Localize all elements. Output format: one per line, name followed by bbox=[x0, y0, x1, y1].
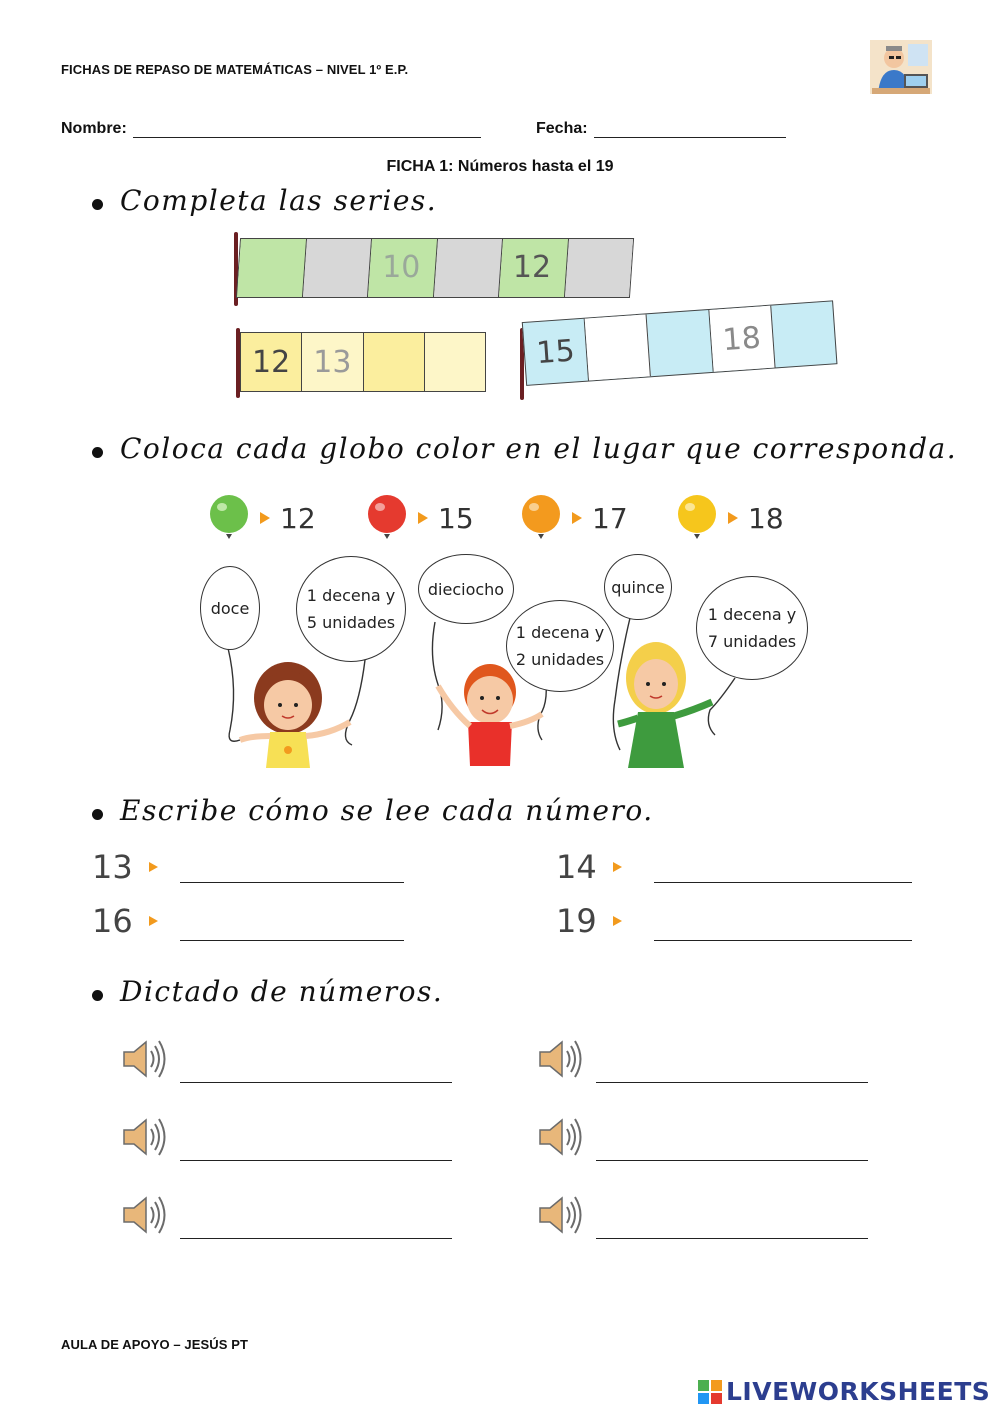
teacher-avatar bbox=[870, 40, 932, 94]
series-cell: 12 bbox=[241, 333, 302, 391]
red-balloon-icon[interactable] bbox=[366, 494, 408, 542]
green-balloon-icon[interactable] bbox=[208, 494, 250, 542]
bubble-line: 1 decena y bbox=[707, 605, 797, 624]
series-cell: 13 bbox=[302, 333, 363, 391]
series-cell[interactable] bbox=[303, 238, 368, 296]
speaker-icon[interactable] bbox=[536, 1114, 584, 1160]
fecha-label: Fecha: bbox=[536, 120, 588, 137]
fecha-field[interactable] bbox=[594, 137, 786, 138]
liveworksheets-mark-icon bbox=[698, 1380, 722, 1404]
answer-line[interactable] bbox=[654, 882, 912, 883]
arrow-icon bbox=[572, 512, 582, 524]
read-number-item bbox=[92, 848, 158, 886]
read-number: 13 bbox=[92, 848, 133, 886]
bullet bbox=[92, 809, 103, 820]
series-strip-blue bbox=[518, 292, 840, 404]
bubble-line: 1 decena y bbox=[306, 586, 396, 605]
balloon-bubble[interactable] bbox=[296, 556, 406, 662]
series-cell[interactable] bbox=[364, 333, 425, 391]
orange-balloon-icon[interactable] bbox=[520, 494, 562, 542]
read-number-item bbox=[556, 902, 622, 940]
bubble-line: 2 unidades bbox=[515, 650, 605, 669]
speaker-icon[interactable] bbox=[120, 1114, 168, 1160]
section-title-globos: Coloca cada globo color en el lugar que corresponda. bbox=[120, 432, 958, 465]
read-number-item bbox=[92, 902, 158, 940]
yellow-balloon-icon[interactable] bbox=[676, 494, 718, 542]
balloon-bubble[interactable]: doce bbox=[200, 566, 260, 650]
bubble-line: 7 unidades bbox=[707, 632, 797, 651]
series-cell[interactable] bbox=[425, 333, 485, 391]
speaker-icon[interactable] bbox=[120, 1192, 168, 1238]
key-number: 17 bbox=[592, 501, 628, 535]
ficha-title: FICHA 1: Números hasta el 19 bbox=[386, 158, 614, 175]
girl-left-figure bbox=[240, 662, 350, 768]
section-title-series: Completa las series. bbox=[120, 184, 438, 217]
dictation-line[interactable] bbox=[596, 1160, 868, 1161]
bubble-line: 1 decena y bbox=[515, 623, 605, 642]
dictation-line[interactable] bbox=[180, 1160, 452, 1161]
dictation-line[interactable] bbox=[596, 1082, 868, 1083]
series-cell[interactable] bbox=[647, 310, 713, 376]
arrow-icon bbox=[613, 862, 622, 872]
speaker-icon[interactable] bbox=[536, 1192, 584, 1238]
read-number: 19 bbox=[556, 902, 597, 940]
liveworksheets-logo[interactable] bbox=[698, 1377, 990, 1406]
series-strip-yellow bbox=[234, 328, 486, 398]
liveworksheets-wordmark: LIVEWORKSHEETS bbox=[726, 1377, 991, 1406]
series-cell: 10 bbox=[382, 249, 421, 285]
answer-line[interactable] bbox=[180, 940, 404, 941]
read-number: 16 bbox=[92, 902, 133, 940]
answer-line[interactable] bbox=[180, 882, 404, 883]
worksheet-title: FICHAS DE REPASO DE MATEMÁTICAS – NIVEL 1º E.P. bbox=[61, 62, 409, 77]
read-number-item bbox=[556, 848, 622, 886]
bullet bbox=[92, 199, 103, 210]
key-item bbox=[366, 494, 474, 542]
dictation-line[interactable] bbox=[180, 1238, 452, 1239]
arrow-icon bbox=[728, 512, 738, 524]
arrow-icon bbox=[260, 512, 270, 524]
speaker-icon[interactable] bbox=[536, 1036, 584, 1082]
section-title-leer: Escribe cómo se lee cada número. bbox=[120, 794, 654, 827]
bullet bbox=[92, 990, 103, 1001]
series-cell[interactable] bbox=[565, 238, 630, 296]
series-cell[interactable] bbox=[238, 238, 303, 296]
series-cell: 12 bbox=[512, 249, 552, 285]
nombre-label: Nombre: bbox=[61, 120, 127, 137]
bubble-line: 5 unidades bbox=[306, 613, 396, 632]
series-cell: 15 bbox=[523, 319, 589, 385]
read-number: 14 bbox=[556, 848, 597, 886]
balloon-bubble[interactable]: quince bbox=[604, 554, 672, 620]
series-cell[interactable] bbox=[771, 301, 836, 367]
bullet bbox=[92, 447, 103, 458]
key-number: 18 bbox=[748, 501, 784, 535]
key-number: 12 bbox=[280, 501, 316, 535]
key-number: 15 bbox=[438, 501, 474, 535]
balloon-bubble[interactable]: dieciocho bbox=[418, 554, 514, 624]
footer-credit: AULA DE APOYO – JESÚS PT bbox=[61, 1337, 249, 1352]
dictation-line[interactable] bbox=[180, 1082, 452, 1083]
balloon-bubble[interactable] bbox=[696, 576, 808, 680]
answer-line[interactable] bbox=[654, 940, 912, 941]
arrow-icon bbox=[149, 916, 158, 926]
balloon-key bbox=[208, 494, 808, 544]
arrow-icon bbox=[149, 862, 158, 872]
series-cell[interactable] bbox=[585, 314, 651, 380]
arrow-icon bbox=[418, 512, 428, 524]
girl-right-figure bbox=[618, 642, 712, 768]
dictation-line[interactable] bbox=[596, 1238, 868, 1239]
key-item bbox=[676, 494, 784, 542]
speaker-icon[interactable] bbox=[120, 1036, 168, 1082]
key-item bbox=[208, 494, 316, 542]
balloon-bubble[interactable] bbox=[506, 600, 614, 692]
series-cell: 18 bbox=[709, 306, 775, 372]
nombre-field[interactable] bbox=[133, 137, 481, 138]
arrow-icon bbox=[613, 916, 622, 926]
series-cell[interactable] bbox=[434, 238, 499, 296]
section-title-dictado: Dictado de números. bbox=[120, 975, 444, 1008]
key-item bbox=[520, 494, 628, 542]
